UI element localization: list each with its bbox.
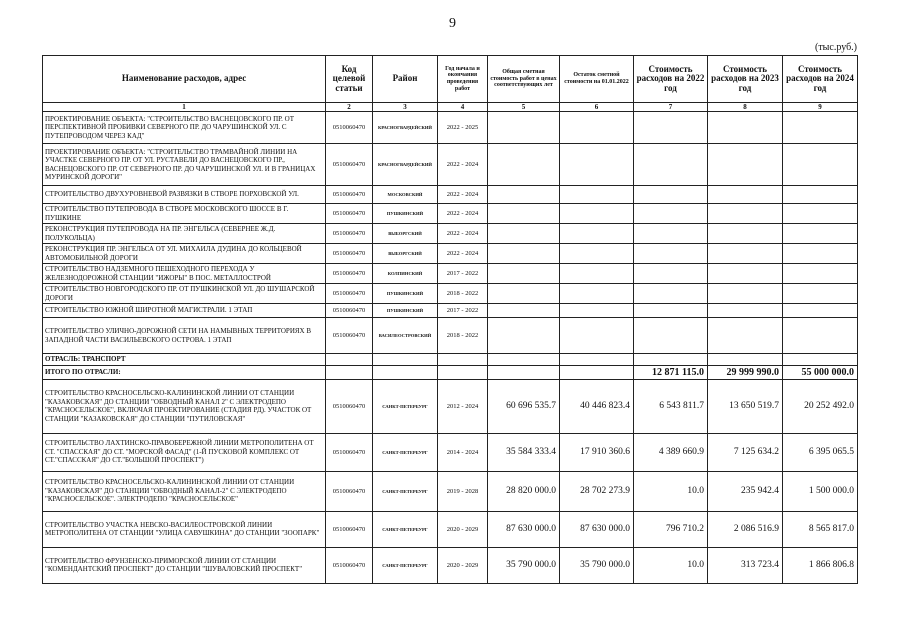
row-remaining-cost xyxy=(560,264,634,284)
row-total-cost xyxy=(488,144,560,186)
row-period: 2022 - 2024 xyxy=(438,186,488,204)
table-row xyxy=(43,304,858,318)
table-row xyxy=(43,186,858,204)
row-district: ПУШКИНСКИЙ xyxy=(373,204,438,224)
row-cost-2023: 313 723.4 xyxy=(708,547,783,583)
row-cost-2023 xyxy=(708,264,783,284)
column-number: 9 xyxy=(783,103,858,112)
header-name: Наименование расходов, адрес xyxy=(43,56,326,103)
row-cost-2022 xyxy=(634,186,708,204)
expenses-table xyxy=(42,55,858,584)
row-remaining-cost xyxy=(560,112,634,144)
row-cost-2022 xyxy=(634,354,708,366)
table-row xyxy=(43,379,858,433)
row-period: 2017 - 2022 xyxy=(438,304,488,318)
row-cost-2022: 10.0 xyxy=(634,471,708,511)
row-code: 0510060470 xyxy=(326,224,373,244)
table-row xyxy=(43,471,858,511)
row-cost-2023 xyxy=(708,284,783,304)
row-code xyxy=(326,354,373,366)
row-code: 0510060470 xyxy=(326,318,373,354)
row-cost-2023 xyxy=(708,144,783,186)
row-period: 2022 - 2024 xyxy=(438,244,488,264)
column-number: 6 xyxy=(560,103,634,112)
row-total-cost xyxy=(488,264,560,284)
row-cost-2024 xyxy=(783,204,858,224)
row-remaining-cost xyxy=(560,144,634,186)
row-total-cost: 87 630 000.0 xyxy=(488,511,560,547)
row-cost-2024 xyxy=(783,244,858,264)
row-period: 2022 - 2024 xyxy=(438,144,488,186)
row-cost-2024: 1 500 000.0 xyxy=(783,471,858,511)
row-total-cost: 60 696 535.7 xyxy=(488,379,560,433)
row-code: 0510060470 xyxy=(326,112,373,144)
row-cost-2024 xyxy=(783,186,858,204)
column-number: 1 xyxy=(43,103,326,112)
row-total-cost xyxy=(488,304,560,318)
row-period: 2018 - 2022 xyxy=(438,284,488,304)
row-cost-2024 xyxy=(783,224,858,244)
row-total-cost xyxy=(488,112,560,144)
row-district: КРАСНОГВАРДЕЙСКИЙ xyxy=(373,112,438,144)
row-remaining-cost xyxy=(560,304,634,318)
row-total-cost xyxy=(488,186,560,204)
column-number-row xyxy=(43,103,858,112)
row-cost-2023 xyxy=(708,224,783,244)
column-number: 4 xyxy=(438,103,488,112)
row-cost-2023 xyxy=(708,112,783,144)
row-name: СТРОИТЕЛЬСТВО КРАСНОСЕЛЬСКО-КАЛИНИНСКОЙ ЛИНИИ ОТ СТАНЦИИ "КАЗАКОВСКАЯ" ДО СТАНЦИИ "ОБВОДНЫЙ КАНАЛ-2" С ЭЛЕКТРОДЕПО "КРАСНОСЕЛЬСКОЕ". ЭЛЕКТРОДЕПО "КРАСНОСЕЛЬСКОЕ" xyxy=(43,471,326,511)
row-cost-2023: 7 125 634.2 xyxy=(708,433,783,471)
row-cost-2022 xyxy=(634,264,708,284)
column-number: 7 xyxy=(634,103,708,112)
table-row xyxy=(43,264,858,284)
row-cost-2023 xyxy=(708,186,783,204)
row-total-cost xyxy=(488,318,560,354)
row-name: СТРОИТЕЛЬСТВО НОВГОРОДСКОГО ПР. ОТ ПУШКИНСКОЙ УЛ. ДО ШУШАРСКОЙ ДОРОГИ xyxy=(43,284,326,304)
row-remaining-cost xyxy=(560,284,634,304)
row-name: СТРОИТЕЛЬСТВО ФРУНЗЕНСКО-ПРИМОРСКОЙ ЛИНИИ ОТ СТАНЦИИ "КОМЕНДАНТСКИЙ ПРОСПЕКТ" ДО СТАНЦИИ "ШУВАЛОВСКИЙ ПРОСПЕКТ" xyxy=(43,547,326,583)
row-district: МОСКОВСКИЙ xyxy=(373,186,438,204)
row-name: СТРОИТЕЛЬСТВО УЛИЧНО-ДОРОЖНОЙ СЕТИ НА НАМЫВНЫХ ТЕРРИТОРИЯХ В ЗАПАДНОЙ ЧАСТИ ВАСИЛЬЕВСКОГО ОСТРОВА. 1 ЭТАП xyxy=(43,318,326,354)
row-total-cost xyxy=(488,244,560,264)
row-remaining-cost: 28 702 273.9 xyxy=(560,471,634,511)
row-cost-2022 xyxy=(634,224,708,244)
row-name: ОТРАСЛЬ: ТРАНСПОРТ xyxy=(43,354,326,366)
row-total-cost xyxy=(488,204,560,224)
row-district: КРАСНОГВАРДЕЙСКИЙ xyxy=(373,144,438,186)
row-remaining-cost xyxy=(560,224,634,244)
table-row xyxy=(43,144,858,186)
row-period: 2020 - 2029 xyxy=(438,547,488,583)
column-number: 3 xyxy=(373,103,438,112)
row-code xyxy=(326,365,373,379)
row-cost-2022 xyxy=(634,204,708,224)
total-row xyxy=(43,365,858,379)
row-period: 2018 - 2022 xyxy=(438,318,488,354)
row-code: 0510060470 xyxy=(326,547,373,583)
row-name: ИТОГО ПО ОТРАСЛИ: xyxy=(43,365,326,379)
table-row xyxy=(43,112,858,144)
table-row xyxy=(43,284,858,304)
row-total-cost: 28 820 000.0 xyxy=(488,471,560,511)
row-name: СТРОИТЕЛЬСТВО ПУТЕПРОВОДА В СТВОРЕ МОСКОВСКОГО ШОССЕ В Г. ПУШКИНЕ xyxy=(43,204,326,224)
row-total-cost: 35 584 333.4 xyxy=(488,433,560,471)
row-cost-2022 xyxy=(634,284,708,304)
row-district: САНКТ-ПЕТЕРБУРГ xyxy=(373,433,438,471)
row-cost-2023: 2 086 516.9 xyxy=(708,511,783,547)
row-district: ВЫБОРГСКИЙ xyxy=(373,224,438,244)
row-name: СТРОИТЕЛЬСТВО ДВУХУРОВНЕВОЙ РАЗВЯЗКИ В СТВОРЕ ПОРХОВСКОЙ УЛ. xyxy=(43,186,326,204)
row-code: 0510060470 xyxy=(326,433,373,471)
table-row xyxy=(43,547,858,583)
row-name: РЕКОНСТРУКЦИЯ ПУТЕПРОВОДА НА ПР. ЭНГЕЛЬСА (СЕВЕРНЕЕ Ж.Д. ПОЛУКОЛЬЦА) xyxy=(43,224,326,244)
row-cost-2024 xyxy=(783,284,858,304)
row-code: 0510060470 xyxy=(326,304,373,318)
row-code: 0510060470 xyxy=(326,204,373,224)
column-number: 5 xyxy=(488,103,560,112)
row-cost-2024 xyxy=(783,112,858,144)
row-period xyxy=(438,365,488,379)
header-district: Район xyxy=(373,56,438,103)
page-number: 9 xyxy=(449,16,456,31)
row-period: 2022 - 2024 xyxy=(438,204,488,224)
row-cost-2022 xyxy=(634,112,708,144)
row-remaining-cost: 17 910 360.6 xyxy=(560,433,634,471)
row-cost-2024 xyxy=(783,304,858,318)
row-remaining-cost: 35 790 000.0 xyxy=(560,547,634,583)
row-total-cost xyxy=(488,224,560,244)
row-cost-2023 xyxy=(708,304,783,318)
row-period: 2022 - 2024 xyxy=(438,224,488,244)
row-period: 2019 - 2028 xyxy=(438,471,488,511)
row-remaining-cost: 87 630 000.0 xyxy=(560,511,634,547)
row-cost-2023 xyxy=(708,318,783,354)
row-code: 0510060470 xyxy=(326,511,373,547)
row-name: ПРОЕКТИРОВАНИЕ ОБЪЕКТА: "СТРОИТЕЛЬСТВО ТРАМВАЙНОЙ ЛИНИИ НА УЧАСТКЕ СЕВЕРНОГО ПР. ОТ УЛ. РУСТАВЕЛИ ДО ВАСНЕЦОВСКОГО ПР., ВАСНЕЦОВСКОГО ПР. ОТ СЕВЕРНОГО ПР. ДО ЧАРУШИНСКОЙ УЛ. И В ГРАНИЦАХ МУРИНСКОЙ ДОРОГИ" xyxy=(43,144,326,186)
row-district: САНКТ-ПЕТЕРБУРГ xyxy=(373,471,438,511)
row-cost-2024: 20 252 492.0 xyxy=(783,379,858,433)
header-remaining-cost: Остаток сметной стоимости на 01.01.2022 xyxy=(560,56,634,103)
column-number: 8 xyxy=(708,103,783,112)
row-period: 2012 - 2024 xyxy=(438,379,488,433)
row-cost-2023 xyxy=(708,244,783,264)
row-cost-2024 xyxy=(783,144,858,186)
row-code: 0510060470 xyxy=(326,186,373,204)
row-cost-2022 xyxy=(634,244,708,264)
row-remaining-cost xyxy=(560,244,634,264)
header-cost-2024: Стоимость расходов на 2024 год xyxy=(783,56,858,103)
row-period: 2014 - 2024 xyxy=(438,433,488,471)
row-name: СТРОИТЕЛЬСТВО КРАСНОСЕЛЬСКО-КАЛИНИНСКОЙ ЛИНИИ ОТ СТАНЦИИ "КАЗАКОВСКАЯ" ДО СТАНЦИИ "ОБВОДНЫЙ КАНАЛ 2" С ЭЛЕКТРОДЕПО "КРАСНОСЕЛЬСКОЕ", ВКЛЮЧАЯ ПРОЕКТИРОВАНИЕ (СТАДИЯ РД). УЧАСТОК ОТ СТАНЦИИ "КАЗАКОВСКАЯ" ДО СТАНЦИИ "ПУТИЛОВСКАЯ" xyxy=(43,379,326,433)
row-period: 2017 - 2022 xyxy=(438,264,488,284)
row-period: 2020 - 2029 xyxy=(438,511,488,547)
row-cost-2023 xyxy=(708,354,783,366)
header-code: Код целевой статьи xyxy=(326,56,373,103)
row-name: ПРОЕКТИРОВАНИЕ ОБЪЕКТА: "СТРОИТЕЛЬСТВО ВАСНЕЦОВСКОГО ПР. ОТ ПЕРСПЕКТИВНОЙ ПРОБИВКИ СЕВЕРНОГО ПР. ДО ЧАРУШИНСКОЙ УЛ. С ПУТЕПРОВОДОМ ЧЕРЕЗ КАД" xyxy=(43,112,326,144)
row-district xyxy=(373,365,438,379)
header-cost-2023: Стоимость расходов на 2023 год xyxy=(708,56,783,103)
row-cost-2022: 10.0 xyxy=(634,547,708,583)
row-cost-2023: 235 942.4 xyxy=(708,471,783,511)
row-code: 0510060470 xyxy=(326,284,373,304)
row-name: СТРОИТЕЛЬСТВО ЮЖНОЙ ШИРОТНОЙ МАГИСТРАЛИ. 1 ЭТАП xyxy=(43,304,326,318)
row-remaining-cost xyxy=(560,354,634,366)
row-cost-2024 xyxy=(783,318,858,354)
row-cost-2022: 12 871 115.0 xyxy=(634,365,708,379)
row-district: ПУШКИНСКИЙ xyxy=(373,304,438,318)
row-code: 0510060470 xyxy=(326,379,373,433)
table-row xyxy=(43,224,858,244)
row-name: СТРОИТЕЛЬСТВО ЛАХТИНСКО-ПРАВОБЕРЕЖНОЙ ЛИНИИ МЕТРОПОЛИТЕНА ОТ СТ. "СПАССКАЯ" ДО СТ. "МОРСКОЙ ФАСАД" (1-Й ПУСКОВОЙ КОМПЛЕКС ОТ СТ."СПАССКАЯ" ДО СТ."БОЛЬШОЙ ПРОСПЕКТ") xyxy=(43,433,326,471)
row-total-cost xyxy=(488,284,560,304)
row-cost-2024 xyxy=(783,354,858,366)
row-total-cost: 35 790 000.0 xyxy=(488,547,560,583)
row-district: САНКТ-ПЕТЕРБУРГ xyxy=(373,547,438,583)
header-total-cost: Общая сметная стоимость работ в ценах соответствующих лет xyxy=(488,56,560,103)
row-period xyxy=(438,354,488,366)
row-cost-2023: 29 999 990.0 xyxy=(708,365,783,379)
table-row xyxy=(43,204,858,224)
row-district: КОЛПИНСКИЙ xyxy=(373,264,438,284)
row-district: САНКТ-ПЕТЕРБУРГ xyxy=(373,379,438,433)
row-district: САНКТ-ПЕТЕРБУРГ xyxy=(373,511,438,547)
table-row xyxy=(43,433,858,471)
table-row xyxy=(43,244,858,264)
row-district xyxy=(373,354,438,366)
sector-row xyxy=(43,354,858,366)
row-name: РЕКОНСТРУКЦИЯ ПР. ЭНГЕЛЬСА ОТ УЛ. МИХАИЛА ДУДИНА ДО КОЛЬЦЕВОЙ АВТОМОБИЛЬНОЙ ДОРОГИ xyxy=(43,244,326,264)
units-label: (тыс.руб.) xyxy=(814,42,857,53)
row-cost-2023 xyxy=(708,204,783,224)
row-name: СТРОИТЕЛЬСТВО НАДЗЕМНОГО ПЕШЕХОДНОГО ПЕРЕХОДА У ЖЕЛЕЗНОДОРОЖНОЙ СТАНЦИИ "ИЖОРЫ" В ПОС. МЕТАЛЛОСТРОЙ xyxy=(43,264,326,284)
column-number: 2 xyxy=(326,103,373,112)
table-body xyxy=(43,112,858,584)
table-row xyxy=(43,511,858,547)
row-remaining-cost xyxy=(560,204,634,224)
table-row xyxy=(43,318,858,354)
row-cost-2023: 13 650 519.7 xyxy=(708,379,783,433)
row-remaining-cost: 40 446 823.4 xyxy=(560,379,634,433)
row-code: 0510060470 xyxy=(326,471,373,511)
row-cost-2022: 796 710.2 xyxy=(634,511,708,547)
header-row xyxy=(43,56,858,103)
row-cost-2024: 8 565 817.0 xyxy=(783,511,858,547)
row-name: СТРОИТЕЛЬСТВО УЧАСТКА НЕВСКО-ВАСИЛЕОСТРОВСКОЙ ЛИНИИ МЕТРОПОЛИТЕНА ОТ СТАНЦИИ "УЛИЦА САВУШКИНА" ДО СТАНЦИИ "ЗООПАРК" xyxy=(43,511,326,547)
row-code: 0510060470 xyxy=(326,244,373,264)
header-cost-2022: Стоимость расходов на 2022 год xyxy=(634,56,708,103)
row-code: 0510060470 xyxy=(326,144,373,186)
row-cost-2024: 6 395 065.5 xyxy=(783,433,858,471)
row-cost-2022 xyxy=(634,144,708,186)
row-cost-2022 xyxy=(634,304,708,318)
row-cost-2024: 1 866 806.8 xyxy=(783,547,858,583)
row-cost-2022: 4 389 660.9 xyxy=(634,433,708,471)
row-total-cost xyxy=(488,354,560,366)
row-remaining-cost xyxy=(560,318,634,354)
row-cost-2024 xyxy=(783,264,858,284)
header-period: Год начала и окончания проведения работ xyxy=(438,56,488,103)
row-remaining-cost xyxy=(560,186,634,204)
row-district: ВАСИЛЕОСТРОВСКИЙ xyxy=(373,318,438,354)
row-district: ПУШКИНСКИЙ xyxy=(373,284,438,304)
row-period: 2022 - 2025 xyxy=(438,112,488,144)
row-code: 0510060470 xyxy=(326,264,373,284)
row-district: ВЫБОРГСКИЙ xyxy=(373,244,438,264)
row-remaining-cost xyxy=(560,365,634,379)
row-total-cost xyxy=(488,365,560,379)
row-cost-2022 xyxy=(634,318,708,354)
row-cost-2024: 55 000 000.0 xyxy=(783,365,858,379)
row-cost-2022: 6 543 811.7 xyxy=(634,379,708,433)
